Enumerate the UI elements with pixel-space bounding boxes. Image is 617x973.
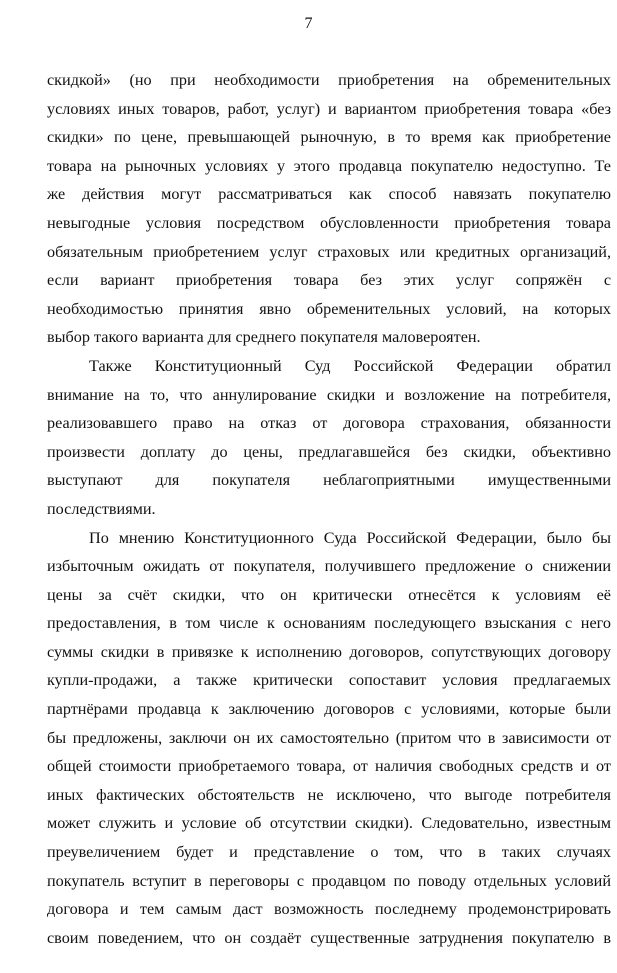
text-line: общей стоимости приобретаемого товара, от наличия свободных средств и от xyxy=(47,757,611,776)
text-line: суммы скидки в привязке к исполнению договоров, сопутствующих договору xyxy=(47,642,611,661)
text-line: предоставления, в том числе к основаниям последующего взыскания с него xyxy=(47,614,611,633)
text-line: бы предложены, заключи он их самостоятельно (притом что в зависимости от xyxy=(47,728,611,747)
text-line: преувеличением будет и представление о том, что в таких случаях xyxy=(47,843,611,862)
text-line: последствиями. xyxy=(47,499,156,518)
text-line: иных фактических обстоятельств не исключено, что выгоде потребителя xyxy=(47,785,611,804)
text-line: внимание на то, что аннулирование скидки и возложение на потребителя, xyxy=(47,385,611,404)
text-line: произвести доплату до цены, предлагавшейся без скидки, объективно xyxy=(47,442,611,461)
page-number: 7 xyxy=(304,15,313,32)
text-line: же действия могут рассматриваться как способ навязать покупателю xyxy=(47,185,611,204)
text-line: своим поведением, что он создаёт существенные затруднения покупателю в xyxy=(47,928,611,947)
paragraph-1 xyxy=(47,66,611,352)
text-line: избыточным ожидать от покупателя, получившего предложение о снижении xyxy=(47,557,611,576)
text-line: выбор такого варианта для среднего покупателя маловероятен. xyxy=(47,328,481,347)
text-line: реализовавшего право на отказ от договора страхования, обязанности xyxy=(47,414,611,433)
paragraph-2 xyxy=(47,352,611,524)
text-line: партнёрами продавца к заключению договоров с условиями, которые были xyxy=(47,700,611,719)
text-line: купли-продажи, а также критически сопоставит условия предлагаемых xyxy=(47,671,611,690)
text-line: условиях иных товаров, работ, услуг) и вариантом приобретения товара «без xyxy=(47,99,611,118)
text-line: договора и тем самым даст возможность последнему продемонстрировать xyxy=(47,900,611,919)
text-line: покупатель вступит в переговоры с продавцом по поводу отдельных условий xyxy=(47,871,611,890)
text-line: обязательным приобретением услуг страховых или кредитных организаций, xyxy=(47,242,611,261)
text-line: По мнению Конституционного Суда Российской Федерации, было бы xyxy=(89,528,611,547)
text-line: необходимостью принятия явно обременительных условий, на которых xyxy=(47,299,611,318)
body-text xyxy=(47,66,611,952)
text-line: Также Конституционный Суд Российской Федерации обратил xyxy=(89,356,611,375)
paragraph-3 xyxy=(47,524,611,953)
text-line: скидки» по цене, превышающей рыночную, в то время как приобретение xyxy=(47,128,611,147)
text-line: выступают для покупателя неблагоприятными имущественными xyxy=(47,471,611,490)
text-line: товара на рыночных условиях у этого продавца покупателю недоступно. Те xyxy=(47,156,611,175)
text-line: цены за счёт скидки, что он критически отнесётся к условиям её xyxy=(47,585,611,604)
text-line: если вариант приобретения товара без этих услуг сопряжён с xyxy=(47,271,611,290)
text-line: может служить и условие об отсутствии скидки). Следовательно, известным xyxy=(47,814,611,833)
text-line: скидкой» (но при необходимости приобретения на обременительных xyxy=(47,71,611,89)
text-line: невыгодные условия посредством обусловленности приобретения товара xyxy=(47,213,611,232)
